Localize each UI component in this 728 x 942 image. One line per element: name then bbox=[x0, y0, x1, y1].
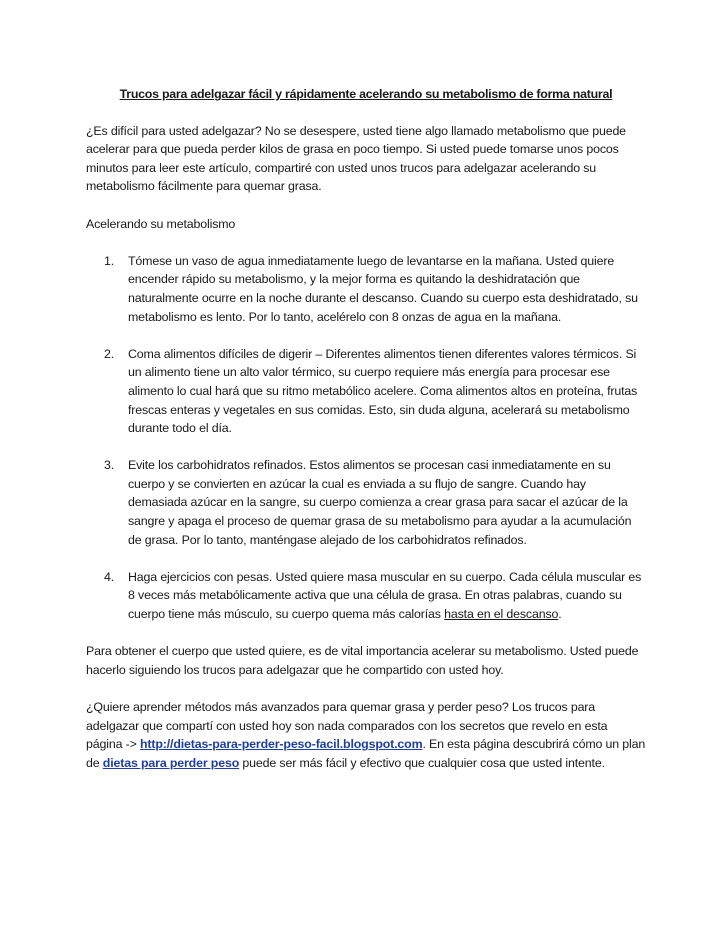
list-item-number: 2. bbox=[104, 346, 115, 361]
underlined-phrase: hasta en el descanso bbox=[444, 607, 559, 622]
cta-text-middle: . En esta página descubrirá cómo un plan de bbox=[86, 737, 646, 770]
list-item-number: 1. bbox=[104, 253, 115, 268]
intro-paragraph: ¿Es difícil para usted adelgazar? No se desespere, usted tiene algo llamado metabolismo que puede acelerar para que pueda perder kilos de grasa en poco tiempo. Si usted puede tomarse unos pocos minutos para leer este artículo, compartiré con usted unos trucos para adelgazar acelerando su metabolismo fácilmente para quemar grasa. bbox=[86, 123, 626, 194]
document-title: Trucos para adelgazar fácil y rápidamente acelerando su metabolismo de forma natural bbox=[119, 87, 613, 101]
list-item bbox=[86, 345, 646, 438]
list-item-text: Haga ejercicios con pesas. Usted quiere masa muscular en su cuerpo. Cada célula muscular es 8 veces más metabólicamente activa que una célula de grasa. En otras palabras, cuando su cuerpo tiene más músculo, su cuerpo quema más calorías bbox=[128, 569, 642, 622]
cta-text-after: puede ser más fácil y efectivo que cualquier cosa que usted intente. bbox=[239, 755, 605, 770]
cta-text-before: ¿Quiere aprender métodos más avanzados para quemar grasa y perder peso? Los trucos para adelgazar que compartí con usted hoy son nada comparados con los secretos que revelo en esta página -> bbox=[86, 700, 608, 752]
list-item-text: Evite los carbohidratos refinados. Estos alimentos se procesan casi inmediatamente en su cuerpo y se convierten en azúcar la cual es enviada a su flujo de sangre. Cuando hay demasiada azúcar en la sangre, su cuerpo comienza a crear grasa para sacar el azúcar de la sangre y apaga el proceso de quemar grasa de su metabolismo para ayudar a la acumulación de grasa. Por lo tanto, manténgase alejado de los carbohidratos refinados. bbox=[128, 458, 632, 547]
list-item-number: 4. bbox=[104, 569, 115, 584]
list-item-tail: . bbox=[558, 607, 562, 622]
list-item-number: 3. bbox=[104, 458, 115, 473]
tips-list bbox=[86, 252, 646, 624]
cta-paragraph bbox=[86, 698, 646, 772]
section-heading: Acelerando su metabolismo bbox=[86, 216, 236, 231]
diet-keyword-link[interactable]: dietas para perder peso bbox=[102, 755, 240, 770]
conclusion-paragraph: Para obtener el cuerpo que usted quiere, es de vital importancia acelerar su metabolismo. Usted puede hacerlo siguiendo los trucos para adelgazar que he compartido con usted hoy. bbox=[86, 644, 639, 677]
list-item bbox=[86, 456, 646, 549]
list-item bbox=[86, 568, 646, 624]
document-page bbox=[86, 85, 646, 791]
list-item-text: Coma alimentos difíciles de digerir – Diferentes alimentos tienen diferentes valores térmicos. Si un alimento tiene un alto valor térmico, su cuerpo requiere más energía para procesar ese alimento lo cual hará que su ritmo metabólico acelere. Coma alimentos altos en proteína, frutas frescas enteras y vegetales en sus comidas. Esto, sin duda alguna, acelerará su metabolismo durante todo el día. bbox=[128, 346, 638, 436]
blog-url-link[interactable]: http://dietas-para-perder-peso-facil.blogspot.com bbox=[139, 737, 423, 752]
list-item-text: Tómese un vaso de agua inmediatamente luego de levantarse en la mañana. Usted quiere encender rápido su metabolismo, y la mejor forma es quitando la deshidratación que naturalmente ocurre en la noche durante el descanso. Cuando su cuerpo esta deshidratado, su metabolismo es lento. Por lo tanto, acelérelo con 8 onzas de agua en la mañana. bbox=[128, 253, 638, 324]
list-item bbox=[86, 252, 646, 326]
